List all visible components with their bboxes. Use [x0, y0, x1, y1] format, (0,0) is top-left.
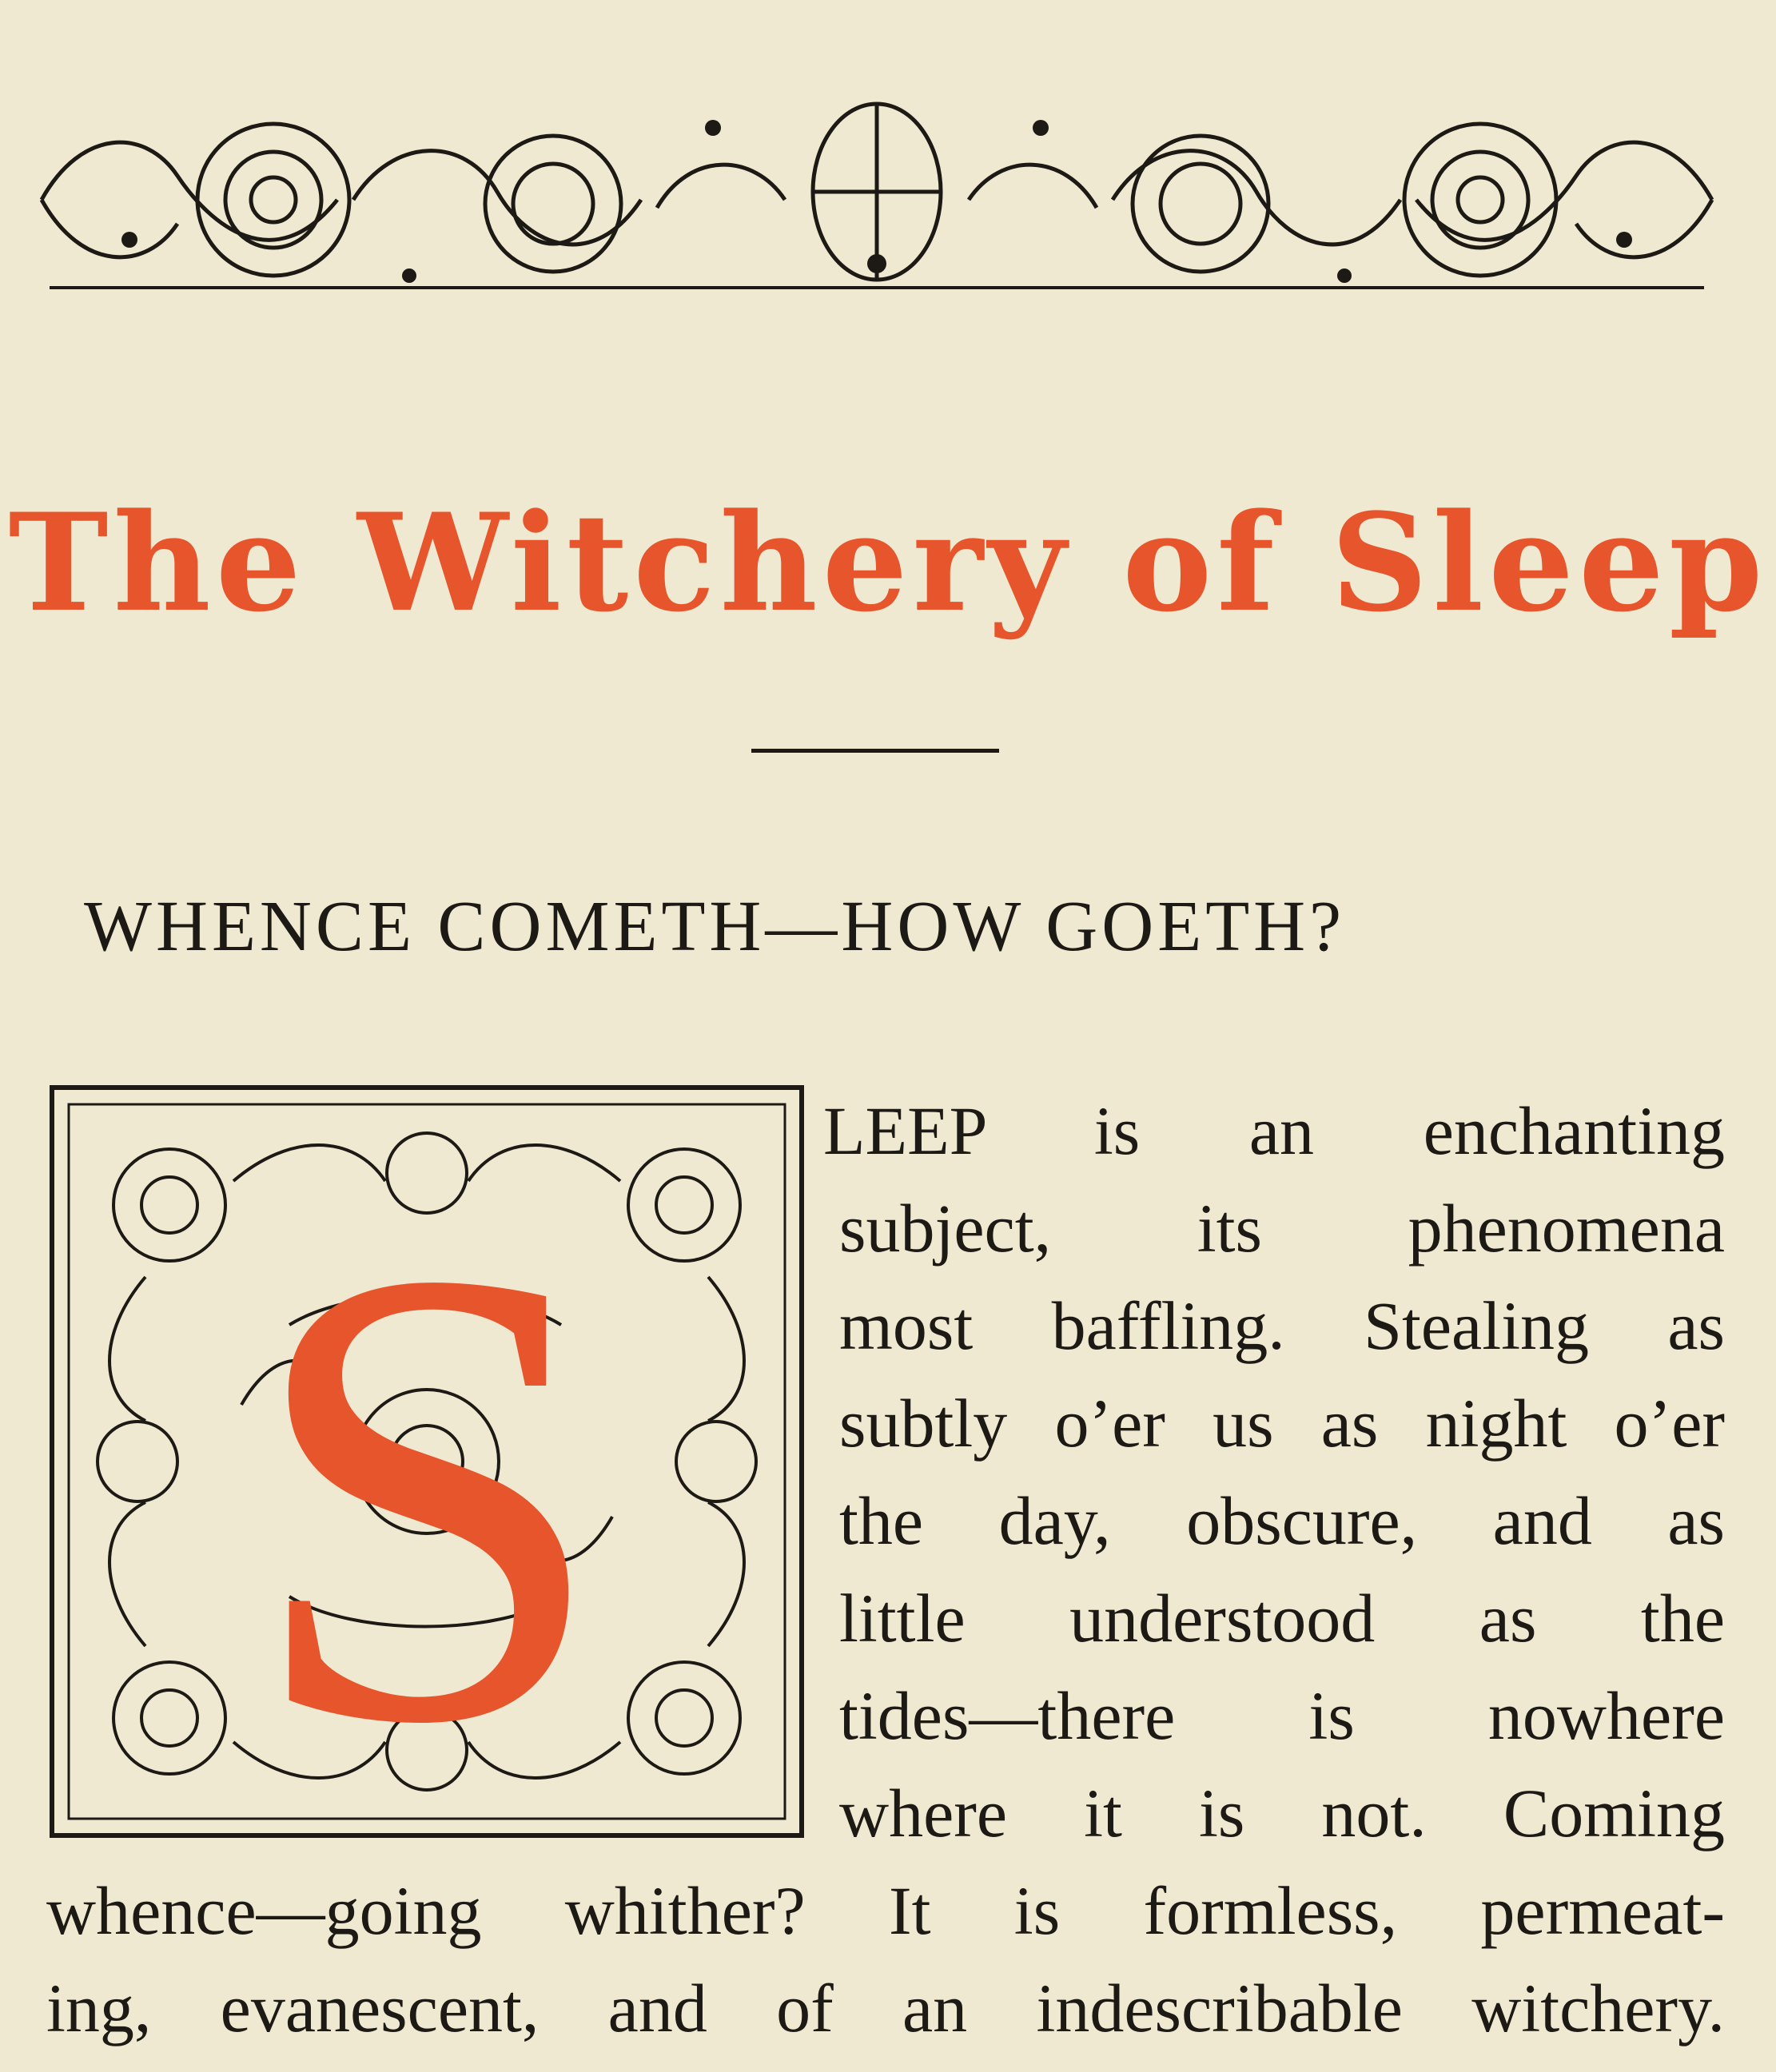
body-line: LEEP is an enchanting — [823, 1092, 1725, 1169]
initial-letter: S — [244, 1133, 610, 1838]
page-title: The Witchery of Sleep — [8, 483, 1768, 642]
body-line: subject, its phenomena — [839, 1190, 1725, 1267]
decorated-initial — [50, 1085, 804, 1838]
body-line: most baffling. Stealing as — [839, 1287, 1725, 1364]
body-line: subtly o’er us as night o’er — [839, 1385, 1725, 1462]
body-line: whence—going whither? It is formless, permeat- — [46, 1872, 1725, 1949]
body-line: little understood as the — [839, 1580, 1725, 1656]
body-line: the day, obscure, and as — [839, 1482, 1725, 1559]
header-ornament — [34, 80, 1720, 304]
chapter-heading: WHENCE COMETH—HOW GOETH? — [84, 887, 1346, 966]
body-line: tides—there is nowhere — [839, 1677, 1725, 1754]
title-divider — [751, 749, 999, 753]
body-line: ing, evanescent, and of an indescribable witchery. — [46, 1970, 1725, 2046]
body-line: where it is not. Coming — [839, 1775, 1725, 1851]
